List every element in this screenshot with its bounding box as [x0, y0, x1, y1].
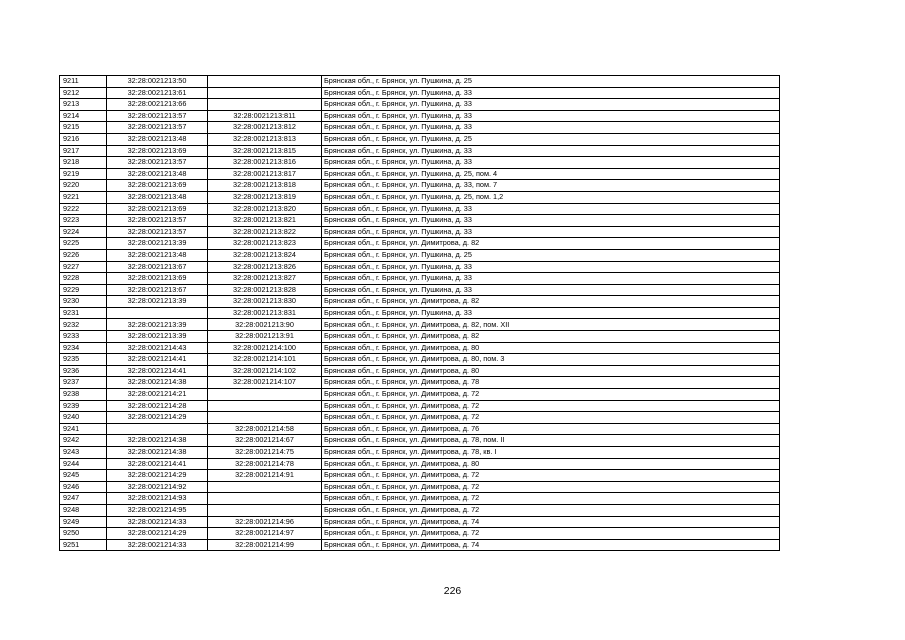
table-row	[60, 470, 780, 482]
row-number-cell: 9247	[60, 493, 107, 505]
page-number: 226	[443, 585, 462, 597]
parcel-number-cell: 32:28:0021213:69	[107, 273, 208, 285]
row-number-cell: 9229	[60, 284, 107, 296]
object-number-cell: 32:28:0021214:102	[208, 365, 322, 377]
row-number-cell: 9235	[60, 354, 107, 366]
table-row	[60, 504, 780, 516]
object-number-cell: 32:28:0021214:75	[208, 447, 322, 459]
parcel-number-cell: 32:28:0021213:57	[107, 122, 208, 134]
row-number-cell: 9240	[60, 412, 107, 424]
address-cell: Брянская обл., г. Брянск, ул. Димитрова, д. 78, кв. I	[322, 447, 780, 459]
parcel-number-cell: 32:28:0021213:57	[107, 226, 208, 238]
parcel-number-cell: 32:28:0021214:92	[107, 481, 208, 493]
table-row	[60, 435, 780, 447]
table-row	[60, 493, 780, 505]
row-number-cell: 9244	[60, 458, 107, 470]
row-number-cell: 9233	[60, 331, 107, 343]
address-cell: Брянская обл., г. Брянск, ул. Пушкина, д. 25	[322, 133, 780, 145]
parcel-number-cell: 32:28:0021213:48	[107, 249, 208, 261]
object-number-cell: 32:28:0021213:811	[208, 110, 322, 122]
object-number-cell: 32:28:0021213:815	[208, 145, 322, 157]
object-number-cell: 32:28:0021213:812	[208, 122, 322, 134]
row-number-cell: 9231	[60, 307, 107, 319]
row-number-cell: 9237	[60, 377, 107, 389]
address-cell: Брянская обл., г. Брянск, ул. Димитрова, д. 80	[322, 365, 780, 377]
address-cell: Брянская обл., г. Брянск, ул. Пушкина, д. 33	[322, 99, 780, 111]
parcel-number-cell: 32:28:0021213:69	[107, 203, 208, 215]
parcel-number-cell: 32:28:0021213:67	[107, 261, 208, 273]
address-cell: Брянская обл., г. Брянск, ул. Пушкина, д. 33	[322, 122, 780, 134]
parcel-number-cell: 32:28:0021213:61	[107, 87, 208, 99]
object-number-cell: 32:28:0021214:99	[208, 539, 322, 551]
object-number-cell: 32:28:0021213:817	[208, 168, 322, 180]
row-number-cell: 9227	[60, 261, 107, 273]
object-number-cell	[208, 412, 322, 424]
address-cell: Брянская обл., г. Брянск, ул. Димитрова, д. 78, пом. II	[322, 435, 780, 447]
table-row	[60, 87, 780, 99]
table-row	[60, 389, 780, 401]
parcel-number-cell: 32:28:0021214:41	[107, 365, 208, 377]
object-number-cell: 32:28:0021213:816	[208, 157, 322, 169]
object-number-cell: 32:28:0021214:78	[208, 458, 322, 470]
address-cell: Брянская обл., г. Брянск, ул. Пушкина, д. 33	[322, 157, 780, 169]
row-number-cell: 9251	[60, 539, 107, 551]
parcel-number-cell: 32:28:0021213:57	[107, 215, 208, 227]
table-row	[60, 249, 780, 261]
row-number-cell: 9243	[60, 447, 107, 459]
table-row	[60, 180, 780, 192]
table-row	[60, 539, 780, 551]
row-number-cell: 9214	[60, 110, 107, 122]
address-cell: Брянская обл., г. Брянск, ул. Димитрова, д. 82	[322, 296, 780, 308]
parcel-number-cell: 32:28:0021214:29	[107, 470, 208, 482]
parcel-number-cell: 32:28:0021213:69	[107, 180, 208, 192]
object-number-cell	[208, 493, 322, 505]
table-row	[60, 284, 780, 296]
address-cell: Брянская обл., г. Брянск, ул. Димитрова, д. 82	[322, 331, 780, 343]
address-cell: Брянская обл., г. Брянск, ул. Димитрова, д. 72	[322, 412, 780, 424]
address-cell: Брянская обл., г. Брянск, ул. Димитрова, д. 82	[322, 238, 780, 250]
table-row	[60, 261, 780, 273]
parcel-number-cell: 32:28:0021214:95	[107, 504, 208, 516]
address-cell: Брянская обл., г. Брянск, ул. Пушкина, д. 25, пом. 1,2	[322, 191, 780, 203]
parcel-number-cell: 32:28:0021213:48	[107, 168, 208, 180]
parcel-number-cell: 32:28:0021214:41	[107, 458, 208, 470]
object-number-cell: 32:28:0021214:107	[208, 377, 322, 389]
table-row	[60, 145, 780, 157]
table-row	[60, 319, 780, 331]
parcel-number-cell: 32:28:0021214:33	[107, 539, 208, 551]
row-number-cell: 9249	[60, 516, 107, 528]
row-number-cell: 9238	[60, 389, 107, 401]
row-number-cell: 9230	[60, 296, 107, 308]
object-number-cell	[208, 99, 322, 111]
row-number-cell: 9212	[60, 87, 107, 99]
table-row	[60, 133, 780, 145]
address-cell: Брянская обл., г. Брянск, ул. Пушкина, д. 33	[322, 284, 780, 296]
object-number-cell: 32:28:0021213:827	[208, 273, 322, 285]
row-number-cell: 9211	[60, 76, 107, 88]
table-row	[60, 377, 780, 389]
object-number-cell	[208, 400, 322, 412]
object-number-cell	[208, 504, 322, 516]
table-row	[60, 412, 780, 424]
parcel-number-cell: 32:28:0021214:29	[107, 528, 208, 540]
object-number-cell: 32:28:0021214:97	[208, 528, 322, 540]
parcel-number-cell: 32:28:0021213:57	[107, 157, 208, 169]
table-row	[60, 342, 780, 354]
address-cell: Брянская обл., г. Брянск, ул. Пушкина, д. 33	[322, 307, 780, 319]
row-number-cell: 9220	[60, 180, 107, 192]
table-row	[60, 331, 780, 343]
parcel-number-cell: 32:28:0021214:43	[107, 342, 208, 354]
table-body	[60, 76, 780, 551]
table-row	[60, 296, 780, 308]
parcel-number-cell: 32:28:0021213:39	[107, 319, 208, 331]
parcel-number-cell: 32:28:0021213:48	[107, 191, 208, 203]
parcel-number-cell: 32:28:0021214:93	[107, 493, 208, 505]
object-number-cell: 32:28:0021213:826	[208, 261, 322, 273]
address-cell: Брянская обл., г. Брянск, ул. Димитрова, д. 80, пом. 3	[322, 354, 780, 366]
row-number-cell: 9246	[60, 481, 107, 493]
table-row	[60, 481, 780, 493]
parcel-number-cell: 32:28:0021214:41	[107, 354, 208, 366]
parcel-number-cell: 32:28:0021213:67	[107, 284, 208, 296]
object-number-cell	[208, 76, 322, 88]
address-cell: Брянская обл., г. Брянск, ул. Пушкина, д. 33	[322, 226, 780, 238]
object-number-cell: 32:28:0021213:813	[208, 133, 322, 145]
table-row	[60, 447, 780, 459]
address-cell: Брянская обл., г. Брянск, ул. Димитрова, д. 72	[322, 400, 780, 412]
table-row	[60, 203, 780, 215]
address-cell: Брянская обл., г. Брянск, ул. Пушкина, д. 25, пом. 4	[322, 168, 780, 180]
row-number-cell: 9250	[60, 528, 107, 540]
address-cell: Брянская обл., г. Брянск, ул. Димитрова, д. 72	[322, 470, 780, 482]
parcel-number-cell: 32:28:0021213:57	[107, 110, 208, 122]
object-number-cell: 32:28:0021213:831	[208, 307, 322, 319]
table-row	[60, 307, 780, 319]
address-cell: Брянская обл., г. Брянск, ул. Димитрова, д. 72	[322, 528, 780, 540]
row-number-cell: 9215	[60, 122, 107, 134]
address-cell: Брянская обл., г. Брянск, ул. Пушкина, д. 33	[322, 261, 780, 273]
table-row	[60, 238, 780, 250]
row-number-cell: 9216	[60, 133, 107, 145]
parcel-number-cell: 32:28:0021213:69	[107, 145, 208, 157]
address-cell: Брянская обл., г. Брянск, ул. Димитрова, д. 80	[322, 342, 780, 354]
parcel-number-cell: 32:28:0021213:39	[107, 238, 208, 250]
row-number-cell: 9226	[60, 249, 107, 261]
parcel-number-cell: 32:28:0021213:66	[107, 99, 208, 111]
object-number-cell: 32:28:0021213:830	[208, 296, 322, 308]
parcel-number-cell: 32:28:0021214:33	[107, 516, 208, 528]
table-row	[60, 458, 780, 470]
parcel-number-cell: 32:28:0021214:38	[107, 435, 208, 447]
row-number-cell: 9223	[60, 215, 107, 227]
address-cell: Брянская обл., г. Брянск, ул. Пушкина, д. 33	[322, 273, 780, 285]
address-cell: Брянская обл., г. Брянск, ул. Димитрова, д. 76	[322, 423, 780, 435]
table-row	[60, 528, 780, 540]
object-number-cell: 32:28:0021214:101	[208, 354, 322, 366]
row-number-cell: 9225	[60, 238, 107, 250]
parcel-number-cell: 32:28:0021213:39	[107, 331, 208, 343]
address-cell: Брянская обл., г. Брянск, ул. Димитрова, д. 72	[322, 504, 780, 516]
row-number-cell: 9224	[60, 226, 107, 238]
address-cell: Брянская обл., г. Брянск, ул. Димитрова, д. 82, пом. XII	[322, 319, 780, 331]
object-number-cell: 32:28:0021214:58	[208, 423, 322, 435]
address-cell: Брянская обл., г. Брянск, ул. Димитрова, д. 72	[322, 389, 780, 401]
object-number-cell: 32:28:0021214:100	[208, 342, 322, 354]
row-number-cell: 9217	[60, 145, 107, 157]
object-number-cell: 32:28:0021213:820	[208, 203, 322, 215]
address-cell: Брянская обл., г. Брянск, ул. Пушкина, д. 33	[322, 145, 780, 157]
address-cell: Брянская обл., г. Брянск, ул. Пушкина, д. 33	[322, 203, 780, 215]
parcel-number-cell: 32:28:0021214:38	[107, 377, 208, 389]
table-row	[60, 365, 780, 377]
address-cell: Брянская обл., г. Брянск, ул. Димитрова, д. 74	[322, 539, 780, 551]
address-cell: Брянская обл., г. Брянск, ул. Димитрова, д. 72	[322, 481, 780, 493]
object-number-cell: 32:28:0021213:828	[208, 284, 322, 296]
parcel-number-cell	[107, 423, 208, 435]
row-number-cell: 9239	[60, 400, 107, 412]
row-number-cell: 9242	[60, 435, 107, 447]
parcel-number-cell	[107, 307, 208, 319]
parcel-number-cell: 32:28:0021214:38	[107, 447, 208, 459]
object-number-cell: 32:28:0021213:819	[208, 191, 322, 203]
address-cell: Брянская обл., г. Брянск, ул. Димитрова, д. 72	[322, 493, 780, 505]
row-number-cell: 9241	[60, 423, 107, 435]
row-number-cell: 9219	[60, 168, 107, 180]
address-cell: Брянская обл., г. Брянск, ул. Пушкина, д. 33	[322, 87, 780, 99]
table-row	[60, 191, 780, 203]
table-row	[60, 423, 780, 435]
table-row	[60, 215, 780, 227]
object-number-cell	[208, 389, 322, 401]
object-number-cell: 32:28:0021214:96	[208, 516, 322, 528]
object-number-cell: 32:28:0021213:91	[208, 331, 322, 343]
table-row	[60, 354, 780, 366]
table-row	[60, 168, 780, 180]
address-cell: Брянская обл., г. Брянск, ул. Пушкина, д. 25	[322, 76, 780, 88]
object-number-cell: 32:28:0021213:90	[208, 319, 322, 331]
parcel-number-cell: 32:28:0021214:21	[107, 389, 208, 401]
parcel-number-cell: 32:28:0021214:28	[107, 400, 208, 412]
object-number-cell: 32:28:0021213:821	[208, 215, 322, 227]
row-number-cell: 9245	[60, 470, 107, 482]
address-cell: Брянская обл., г. Брянск, ул. Пушкина, д. 25	[322, 249, 780, 261]
object-number-cell	[208, 87, 322, 99]
row-number-cell: 9234	[60, 342, 107, 354]
object-number-cell: 32:28:0021213:824	[208, 249, 322, 261]
object-number-cell: 32:28:0021214:67	[208, 435, 322, 447]
row-number-cell: 9222	[60, 203, 107, 215]
object-number-cell: 32:28:0021214:91	[208, 470, 322, 482]
table-row	[60, 110, 780, 122]
row-number-cell: 9236	[60, 365, 107, 377]
table-row	[60, 516, 780, 528]
address-cell: Брянская обл., г. Брянск, ул. Димитрова, д. 74	[322, 516, 780, 528]
address-cell: Брянская обл., г. Брянск, ул. Димитрова, д. 80	[322, 458, 780, 470]
address-cell: Брянская обл., г. Брянск, ул. Пушкина, д. 33, пом. 7	[322, 180, 780, 192]
object-number-cell: 32:28:0021213:818	[208, 180, 322, 192]
cadastral-table	[59, 75, 780, 551]
address-cell: Брянская обл., г. Брянск, ул. Пушкина, д. 33	[322, 110, 780, 122]
parcel-number-cell: 32:28:0021213:39	[107, 296, 208, 308]
row-number-cell: 9232	[60, 319, 107, 331]
parcel-number-cell: 32:28:0021213:48	[107, 133, 208, 145]
row-number-cell: 9218	[60, 157, 107, 169]
object-number-cell	[208, 481, 322, 493]
object-number-cell: 32:28:0021213:823	[208, 238, 322, 250]
parcel-number-cell: 32:28:0021213:50	[107, 76, 208, 88]
address-cell: Брянская обл., г. Брянск, ул. Димитрова, д. 78	[322, 377, 780, 389]
table-row	[60, 273, 780, 285]
row-number-cell: 9248	[60, 504, 107, 516]
table-row	[60, 99, 780, 111]
table-row	[60, 400, 780, 412]
row-number-cell: 9221	[60, 191, 107, 203]
parcel-number-cell: 32:28:0021214:29	[107, 412, 208, 424]
object-number-cell: 32:28:0021213:822	[208, 226, 322, 238]
row-number-cell: 9228	[60, 273, 107, 285]
table-row	[60, 76, 780, 88]
table-row	[60, 122, 780, 134]
row-number-cell: 9213	[60, 99, 107, 111]
table-row	[60, 226, 780, 238]
address-cell: Брянская обл., г. Брянск, ул. Пушкина, д. 33	[322, 215, 780, 227]
table-row	[60, 157, 780, 169]
